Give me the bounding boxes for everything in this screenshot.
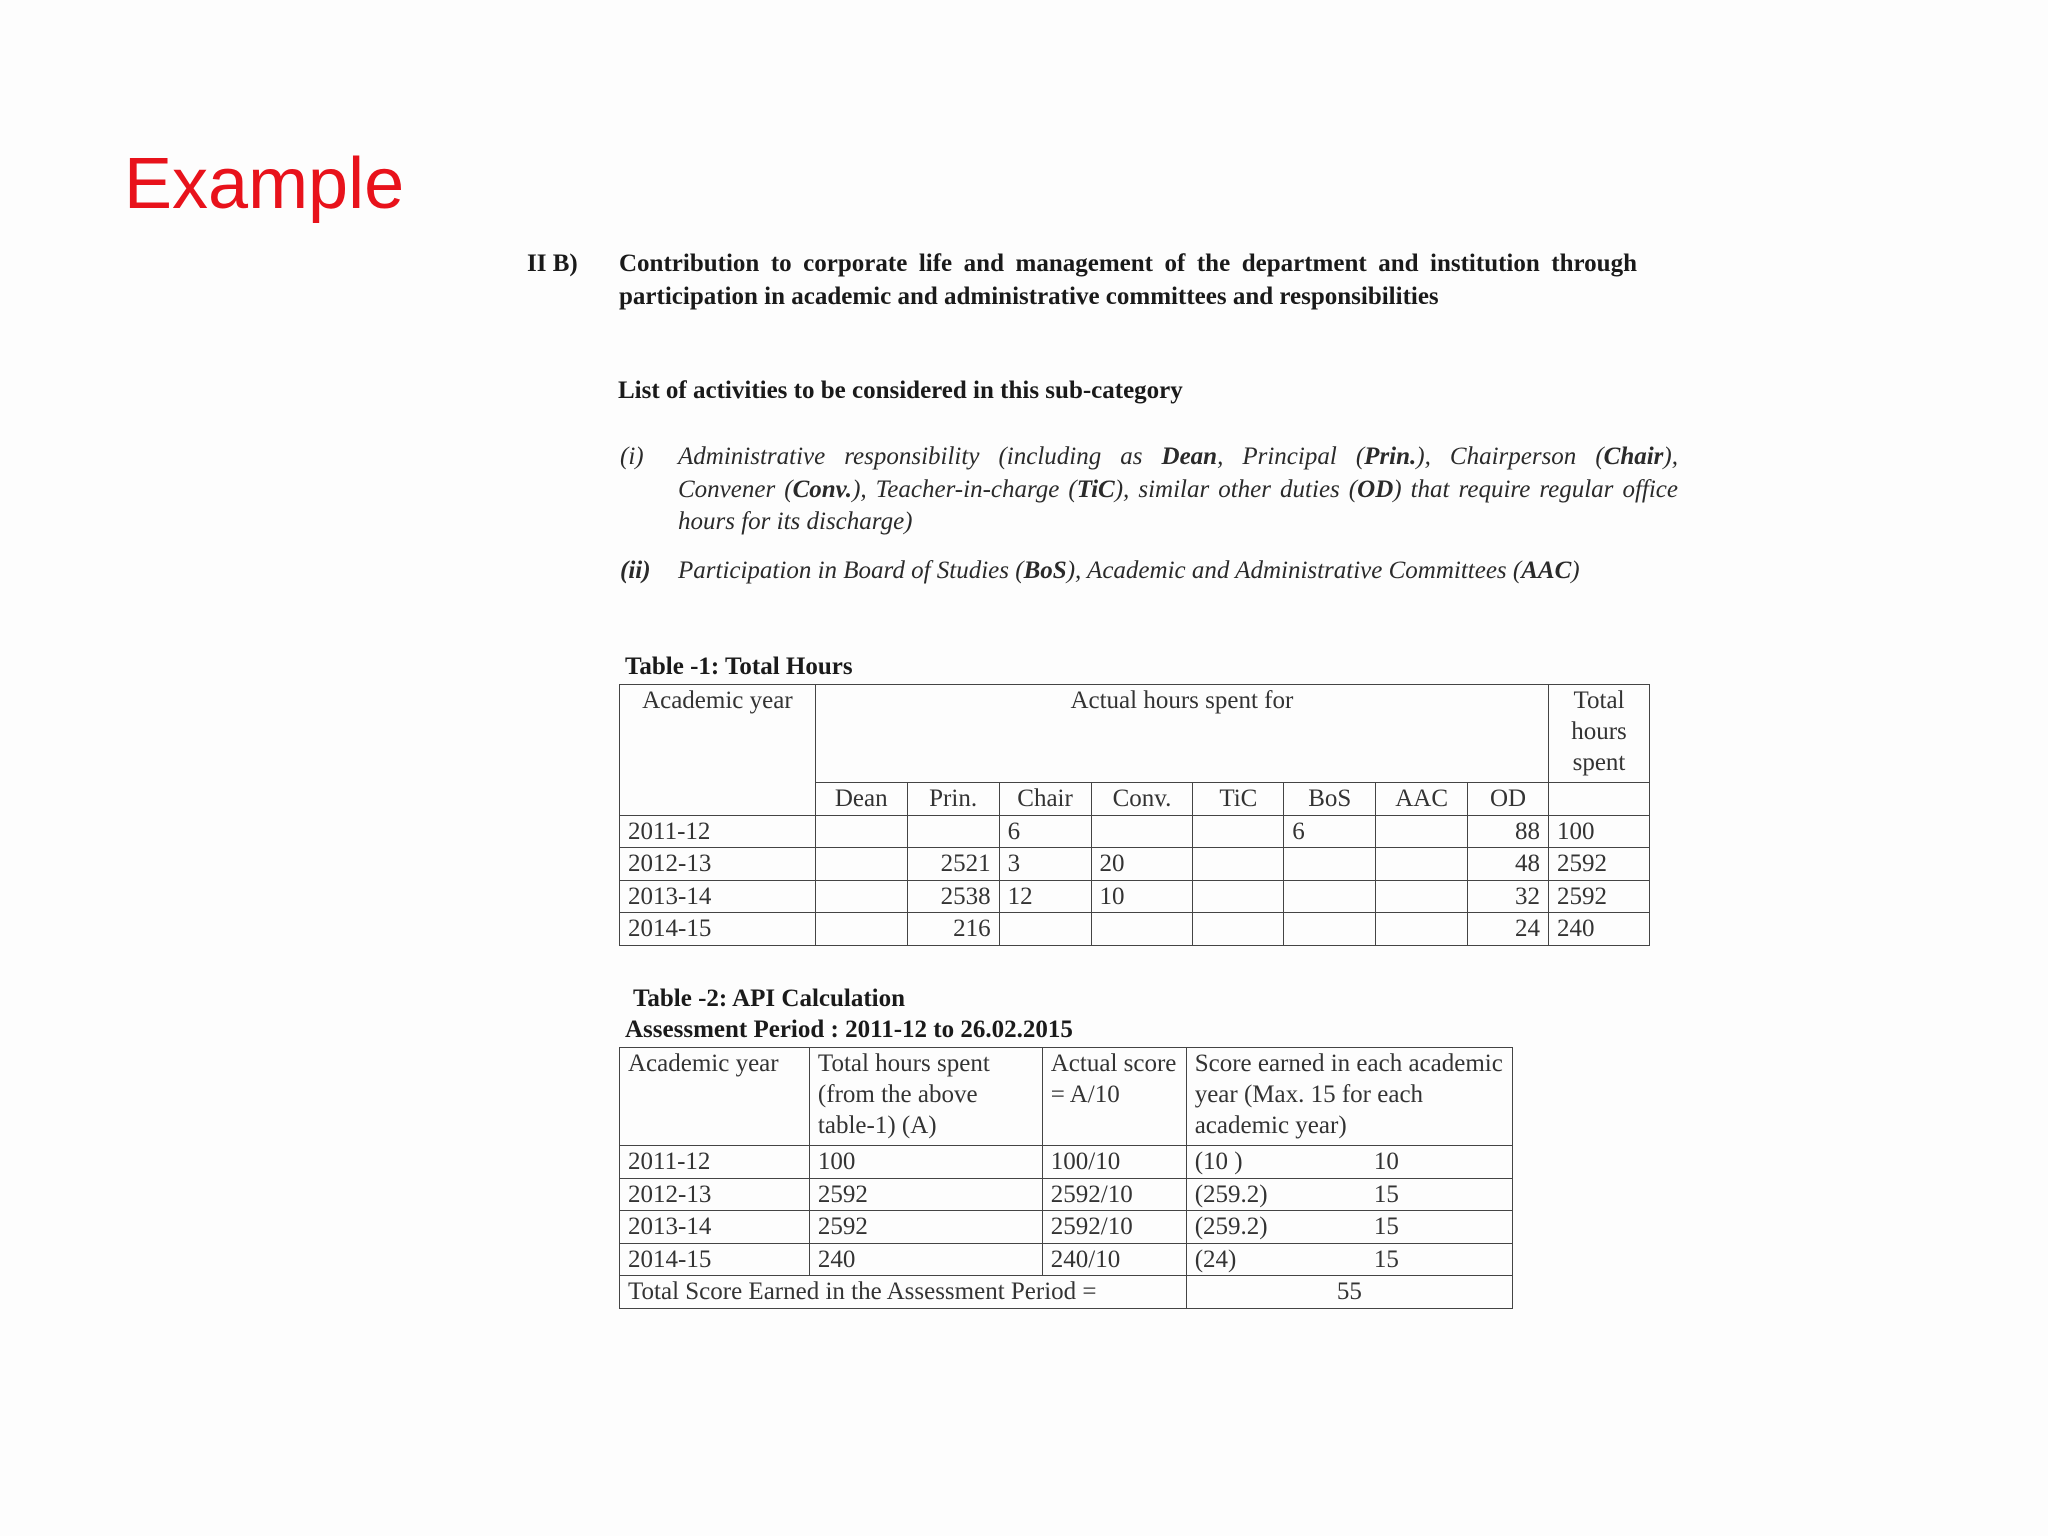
table-cell: 2011-12 (620, 1146, 810, 1179)
table-cell: 2011-12 (620, 815, 816, 848)
table1-header-group: Actual hours spent for (815, 685, 1548, 783)
table-cell: 2014-15 (620, 1243, 810, 1276)
table-row (620, 880, 1650, 913)
table-cell (1284, 913, 1376, 946)
table-cell (1193, 880, 1284, 913)
table-cell (1376, 913, 1468, 946)
table-cell: 100 (809, 1146, 1042, 1179)
table-row (620, 913, 1650, 946)
table-cell: 2012-13 (620, 848, 816, 881)
table2-caption: Table -2: API Calculation (633, 985, 906, 1012)
activity-item-label: (i) (620, 443, 644, 470)
table-cell: 2013-14 (620, 1211, 810, 1244)
table2-header-academic-year: Academic year (620, 1048, 810, 1146)
table-cell: 2592 (809, 1211, 1042, 1244)
table-cell: 2013-14 (620, 880, 816, 913)
activity-item-text: Administrative responsibility (including as Dean, Principal (Prin.), Chairperson (Chair), Convener (Conv.), Teacher-in-charge (TiC), similar other duties (OD) that require regular office hours for its discharge) (678, 443, 1678, 535)
table-cell (1091, 913, 1193, 946)
table-row (620, 1211, 1513, 1244)
table-cell (1376, 880, 1468, 913)
table2-header-actual-score: Actual score = A/10 (1042, 1048, 1186, 1146)
table-cell (815, 815, 907, 848)
table1-subheader: AAC (1376, 783, 1468, 816)
section-title: Contribution to corporate life and management of the department and institution through participation in academic and administrative committees and responsibilities (619, 250, 1637, 310)
table-cell (1376, 848, 1468, 881)
table-cell (815, 848, 907, 881)
table-cell (1193, 815, 1284, 848)
table-cell: 100 (1549, 815, 1650, 848)
table-cell: 20 (1091, 848, 1193, 881)
table-cell: 6 (1284, 815, 1376, 848)
table-cell: 240/10 (1042, 1243, 1186, 1276)
table-cell: 100/10 (1042, 1146, 1186, 1179)
total-label: Total Score Earned in the Assessment Period = (620, 1276, 1187, 1309)
table-cell: 48 (1468, 848, 1549, 881)
table-cell: 2592 (1549, 848, 1650, 881)
activities-subheading: List of activities to be considered in this sub-category (618, 377, 1183, 404)
table1-subheader: Conv. (1091, 783, 1193, 816)
table-row (620, 848, 1650, 881)
slide-title: Example (124, 144, 405, 224)
table-cell: (24) (1186, 1243, 1366, 1276)
table-cell: 15 (1366, 1243, 1513, 1276)
table-cell: 240 (1549, 913, 1650, 946)
table-cell: (259.2) (1186, 1211, 1366, 1244)
table-cell (1284, 880, 1376, 913)
table1-subheader: Dean (815, 783, 907, 816)
table-cell: 10 (1091, 880, 1193, 913)
table1-header-academic-year: Academic year (620, 685, 816, 816)
total-value: 55 (1186, 1276, 1512, 1309)
table2-period: Assessment Period : 2011-12 to 26.02.2015 (625, 1016, 1073, 1043)
table-cell: 24 (1468, 913, 1549, 946)
api-calculation-table (619, 1047, 1513, 1309)
table1-subheader: BoS (1284, 783, 1376, 816)
table-cell: 15 (1366, 1211, 1513, 1244)
table-row (620, 1146, 1513, 1179)
table-cell: 15 (1366, 1178, 1513, 1211)
table1-subheader: TiC (1193, 783, 1284, 816)
table-cell (1091, 815, 1193, 848)
table-cell: 240 (809, 1243, 1042, 1276)
table1-subheader-empty (1549, 783, 1650, 816)
table2-header-score-earned: Score earned in each academic year (Max. 15 for each academic year) (1186, 1048, 1512, 1146)
table-cell: (259.2) (1186, 1178, 1366, 1211)
table1-header-total: Total hours spent (1549, 685, 1650, 783)
table-cell: 6 (999, 815, 1091, 848)
table1-subheader: OD (1468, 783, 1549, 816)
table-cell: 2592/10 (1042, 1211, 1186, 1244)
table-cell: 2521 (907, 848, 999, 881)
table-cell: 216 (907, 913, 999, 946)
table-cell (1376, 815, 1468, 848)
table-cell (907, 815, 999, 848)
table-cell (999, 913, 1091, 946)
table1-subheader: Chair (999, 783, 1091, 816)
table-cell: 2538 (907, 880, 999, 913)
table-row (620, 815, 1650, 848)
table-cell: 88 (1468, 815, 1549, 848)
table-cell: 32 (1468, 880, 1549, 913)
table-cell: 2592 (809, 1178, 1042, 1211)
table-cell (815, 913, 907, 946)
table-cell (1284, 848, 1376, 881)
table1-caption: Table -1: Total Hours (625, 653, 853, 680)
activity-item-text: Participation in Board of Studies (BoS), Academic and Administrative Committees (AAC) (678, 557, 1580, 584)
table-cell: 10 (1366, 1146, 1513, 1179)
table1-subheader: Prin. (907, 783, 999, 816)
table-cell (815, 880, 907, 913)
table-cell (1193, 913, 1284, 946)
section-number: II B) (527, 250, 578, 277)
table-cell: 2012-13 (620, 1178, 810, 1211)
table2-header-hours: Total hours spent (from the above table-1) (A) (809, 1048, 1042, 1146)
table-cell: 3 (999, 848, 1091, 881)
table-cell (1193, 848, 1284, 881)
table-total-row (620, 1276, 1513, 1309)
table-cell: 2592 (1549, 880, 1650, 913)
total-hours-table (619, 684, 1650, 946)
activity-item-label: (ii) (620, 557, 651, 584)
table-row (620, 1178, 1513, 1211)
table-cell: 12 (999, 880, 1091, 913)
table-cell: 2014-15 (620, 913, 816, 946)
table-row (620, 1243, 1513, 1276)
table-cell: 2592/10 (1042, 1178, 1186, 1211)
table-cell: (10 ) (1186, 1146, 1366, 1179)
